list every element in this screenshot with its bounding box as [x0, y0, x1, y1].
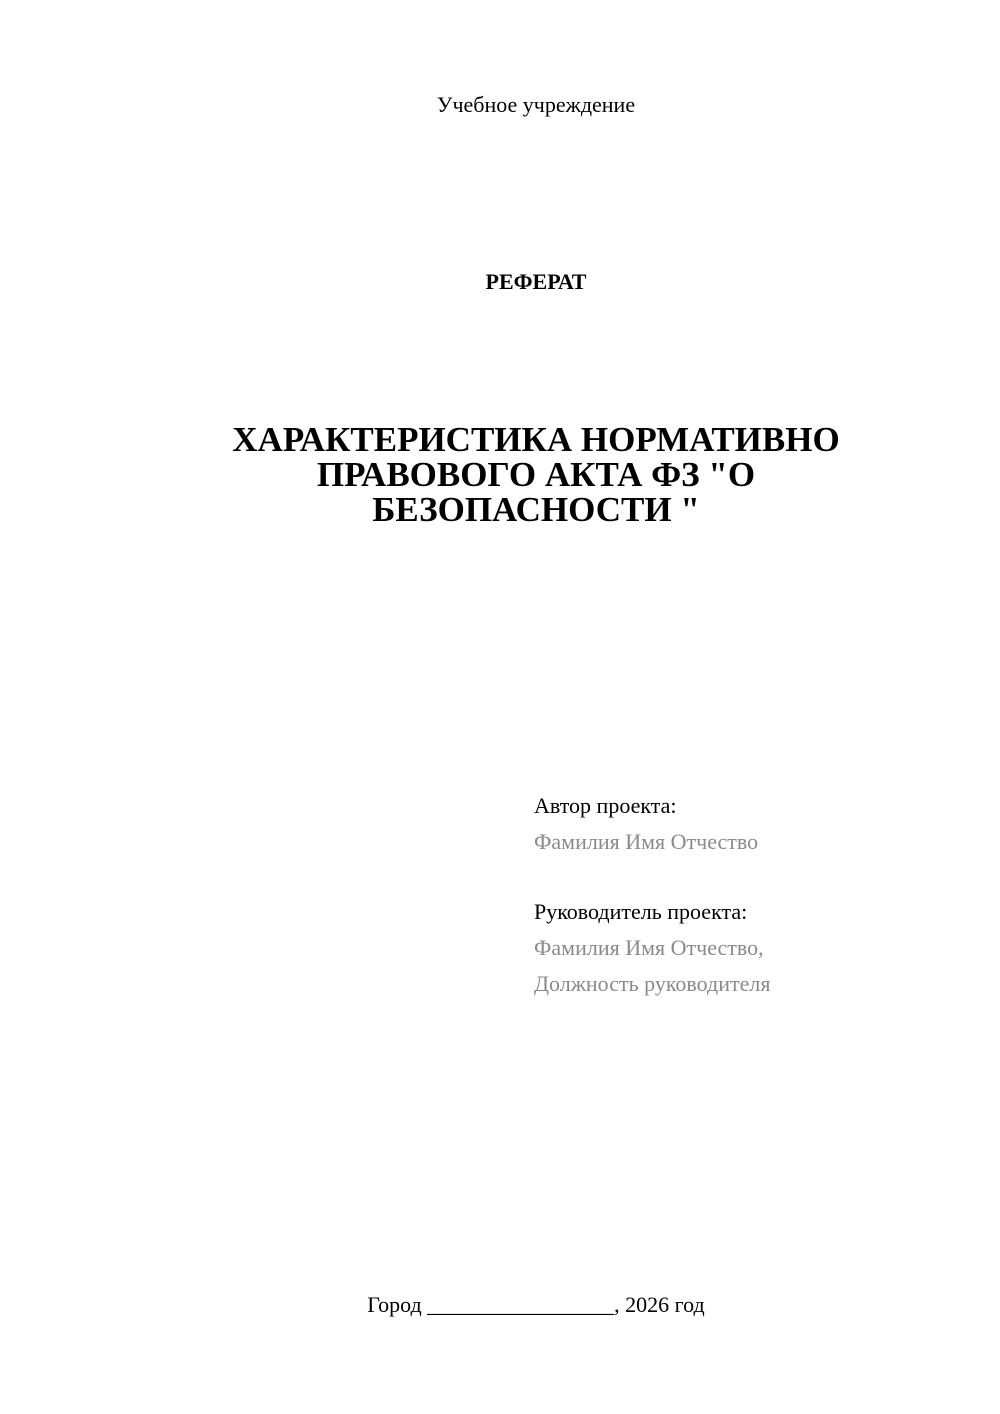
supervisor-name: Фамилия Имя Отчество,: [534, 935, 764, 960]
supervisor-label: Руководитель проекта:: [534, 899, 748, 924]
credits-spacer: [534, 860, 974, 894]
city-year-line: Город _________________, 2026 год: [367, 1292, 705, 1317]
institution-name: Учебное учреждение: [436, 92, 636, 117]
document-title-line-3: БЕЗОПАСНОСТИ ": [372, 490, 700, 529]
author-label: Автор проекта:: [534, 793, 677, 818]
author-name: Фамилия Имя Отчество: [534, 829, 759, 854]
document-title-line-1: ХАРАКТЕРИСТИКА НОРМАТИВНО: [232, 420, 840, 459]
project-credits: [534, 788, 974, 1002]
supervisor-position: Должность руководителя: [534, 971, 771, 996]
document-title: [170, 422, 902, 527]
document-title-line-2: ПРАВОВОГО АКТА ФЗ "О: [316, 455, 756, 494]
document-type: РЕФЕРАТ: [485, 269, 587, 294]
